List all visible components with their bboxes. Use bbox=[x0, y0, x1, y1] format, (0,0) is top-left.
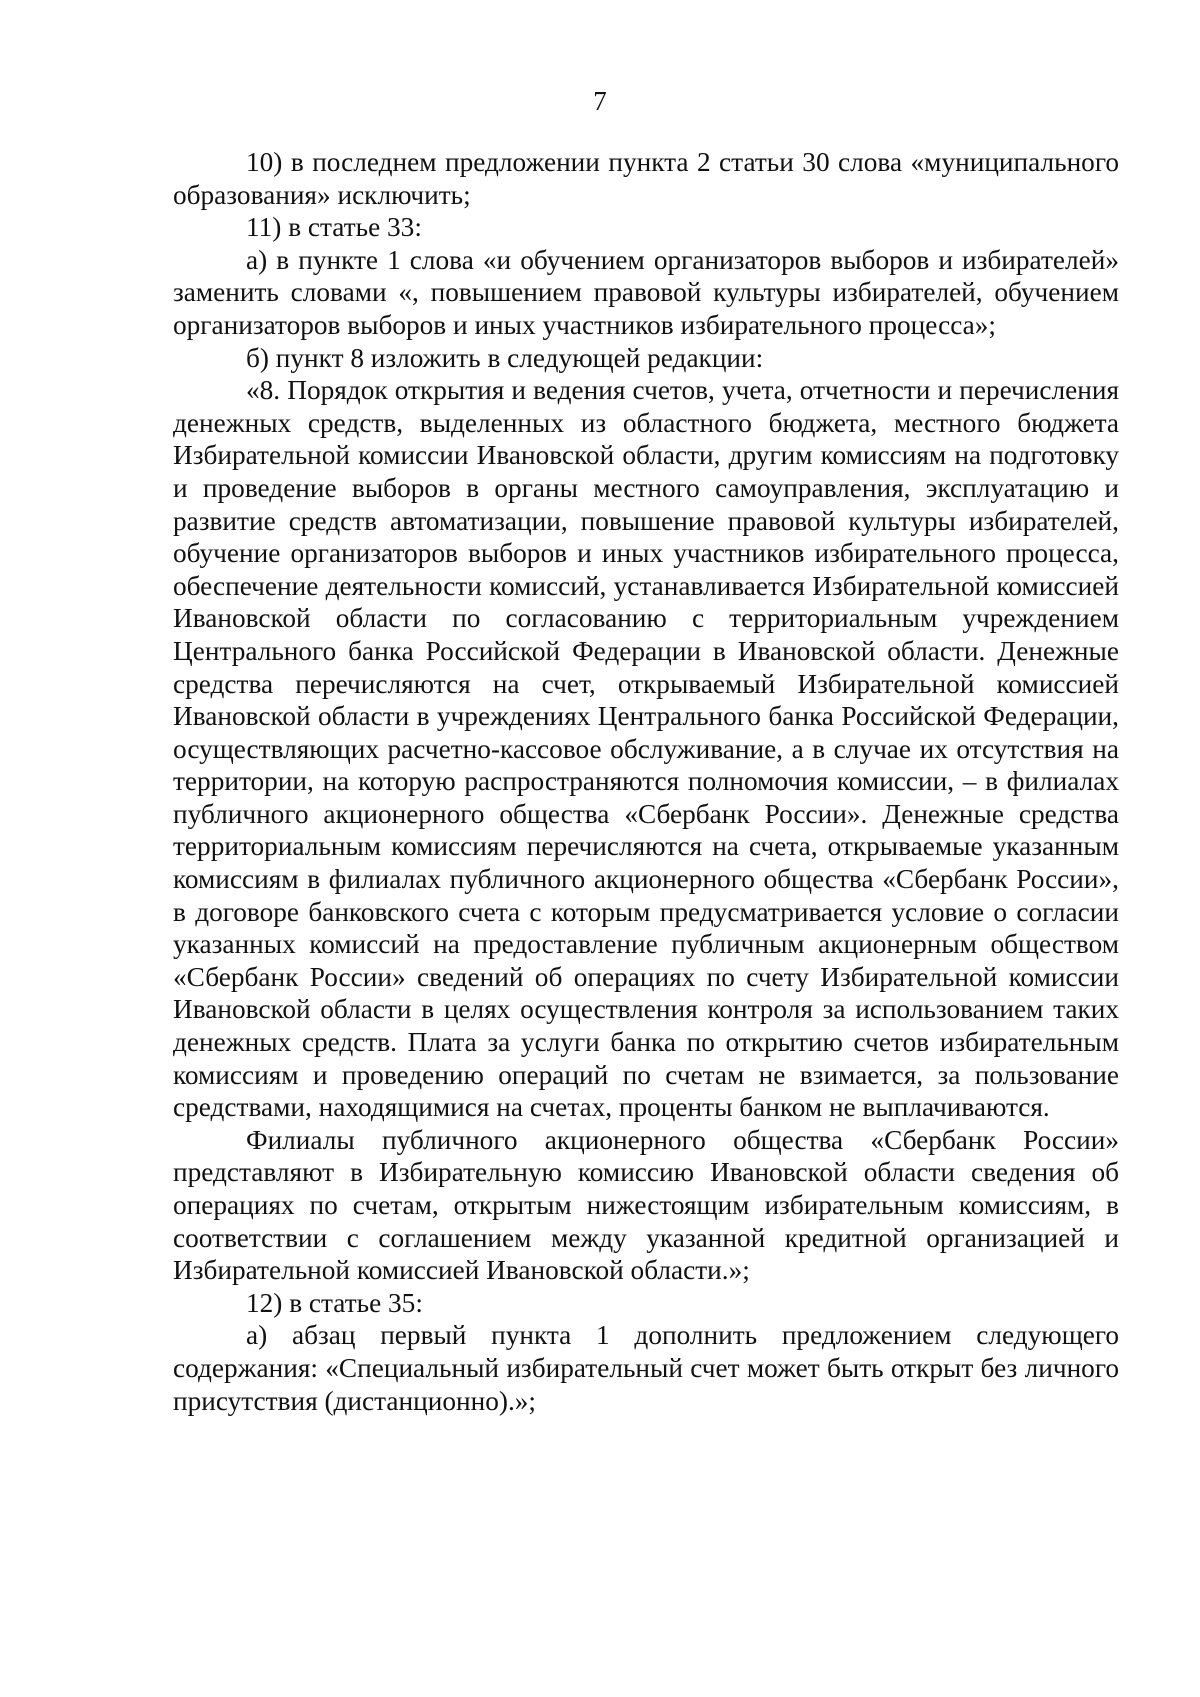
paragraph-branches-text: Филиалы публичного акционерного общества «Сбербанк России» представляют в Избирательную комиссию Ивановской области сведения об операциях по счетам, открытым нижестоящим избирательным комиссиям, в соответствии с соглашением между указанной кредитной организацией и Избирательной комиссией Ивановской области.»; bbox=[173, 1124, 1119, 1286]
paragraph-item-10: 10) в последнем предложении пункта 2 статьи 30 слова «муниципального образования» исключить; bbox=[173, 147, 1119, 210]
paragraph-item-12-subitem-a: а) абзац первый пункта 1 дополнить предложением следующего содержания: «Специальный избирательный счет может быть открыт без личного присутствия (дистанционно).»; bbox=[173, 1320, 1119, 1416]
paragraph-item-11-heading: 11) в статье 33: bbox=[246, 212, 422, 243]
document-body bbox=[173, 146, 1119, 1417]
paragraph-point-8-text: «8. Порядок открытия и ведения счетов, учета, отчетности и перечисления денежных средств, выделенных из областного бюджета, местного бюджета Избирательной комиссии Ивановской области, другим комиссиям на подготовку и проведение выборов в органы местного самоуправления, эксплуатацию и развитие средств автоматизации, повышение правовой культуры избирателей, обучение организаторов выборов и иных участников избирательного процесса, обеспечение деятельности комиссий, устанавливается Избирательной комиссией Ивановской области по согласованию с территориальным учреждением Центрального банка Российской Федерации в Ивановской области. Денежные средства перечисляются на счет, открываемый Избирательной комиссией Ивановской области в учреждениях Центрального банка Российской Федерации, осуществляющих расчетно-кассовое обслуживание, а в случае их отсутствия на территории, на которую распространяются полномочия комиссии, – в филиалах публичного акционерного общества «Сбербанк России». Денежные средства территориальным комиссиям перечисляются на счета, открываемые указанным комиссиям в филиалах публичного акционерного общества «Сбербанк России», в договоре банковского счета с которым предусматривается условие о согласии указанных комиссий на предоставление публичным акционерным обществом «Сбербанк России» сведений об операциях по счету Избирательной комиссии Ивановской области в целях осуществления контроля за использованием таких денежных средств. Плата за услуги банка по открытию счетов избирательным комиссиям и проведению операций по счетам не взимается, за пользование средствами, находящимися на счетах, проценты банком не выплачиваются. bbox=[173, 375, 1119, 1123]
paragraph-item-12-heading: 12) в статье 35: bbox=[246, 1287, 423, 1318]
paragraph-subitem-a: а) в пункте 1 слова «и обучением организаторов выборов и избирателей» заменить словами «, повышением правовой культуры избирателей, обучением организаторов выборов и иных участников избирательного процесса»; bbox=[173, 244, 1119, 340]
paragraph-subitem-b: б) пункт 8 изложить в следующей редакции: bbox=[246, 342, 764, 373]
page-number: 7 bbox=[593, 86, 607, 116]
